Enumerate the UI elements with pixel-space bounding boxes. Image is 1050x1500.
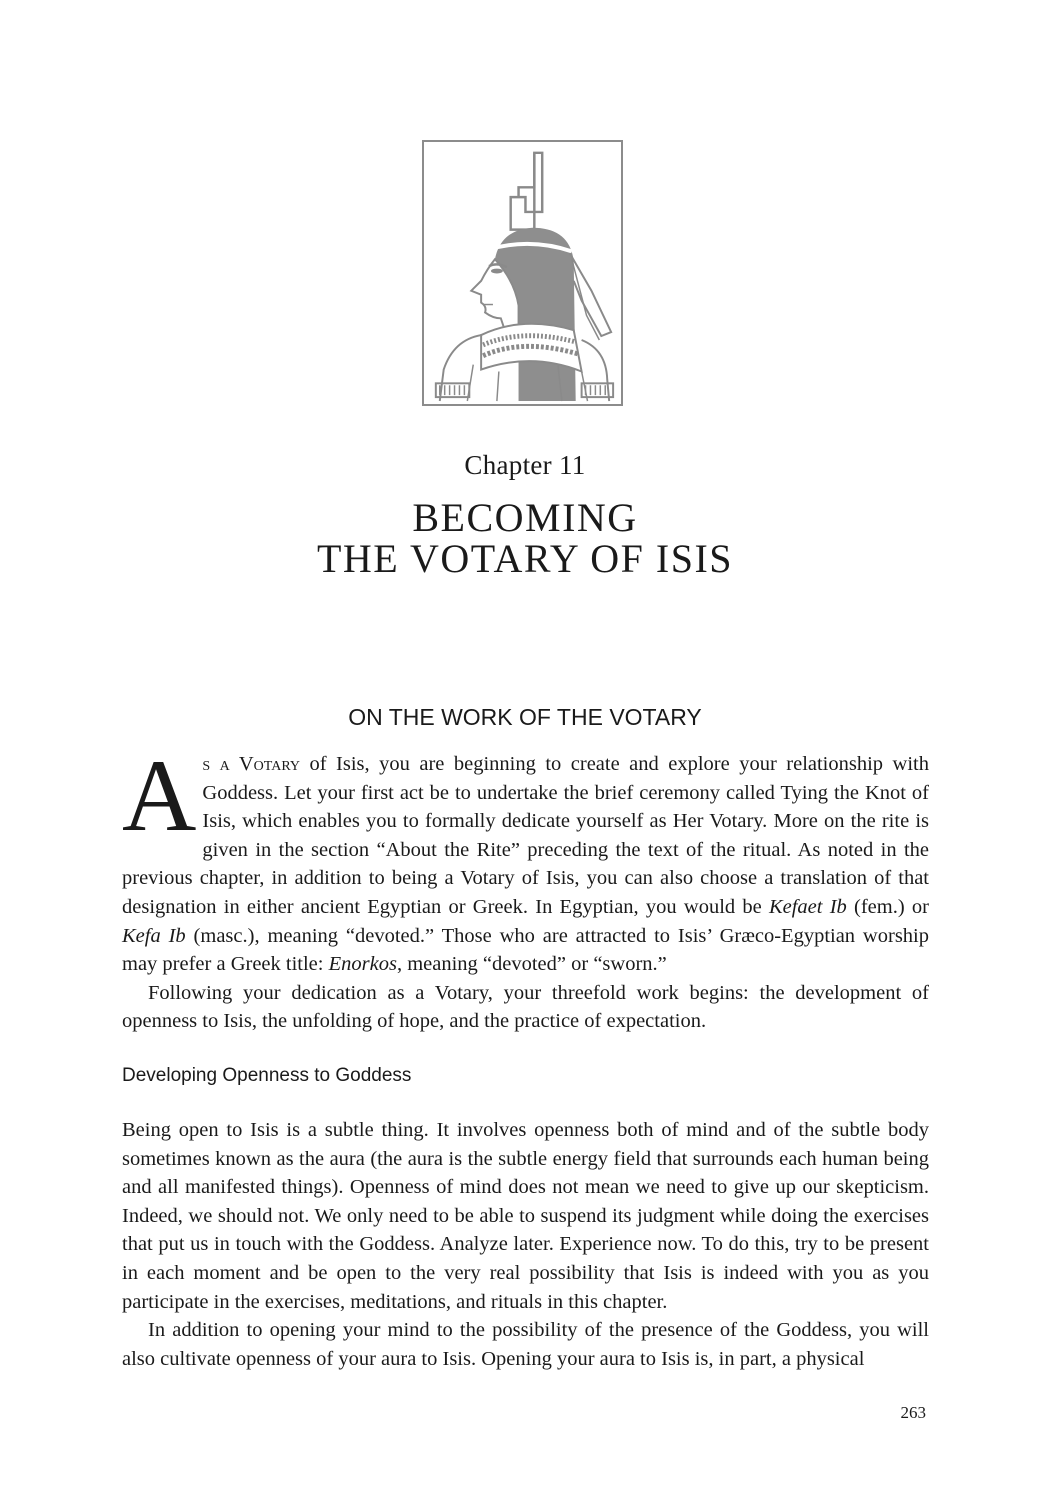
isis-illustration-frame <box>422 140 623 406</box>
isis-figure-image <box>424 142 621 404</box>
chapter-label: Chapter 11 <box>464 450 586 480</box>
term-italic: Kefaet Ib <box>768 895 847 918</box>
lead-smallcaps: s a Votary <box>202 753 301 775</box>
intro-text <box>122 739 929 1036</box>
openness-paragraph-2: In addition to opening your mind to the possibility of the presence of the Goddess, you will also cultivate openness of your aura to Isis. Opening your aura to Isis is, in part, a physical <box>122 1319 929 1370</box>
intro-paragraph-1 <box>122 739 929 979</box>
page-number: 263 <box>900 1403 926 1422</box>
chapter-title-line-2: THE VOTARY OF ISIS <box>316 536 734 581</box>
intro-text-run: (fem.) or <box>846 895 929 918</box>
chapter-title <box>0 497 1050 579</box>
intro-text-run: of Isis, you are beginning to create and explore your relationship with Goddess. Let your first act be to undertake the brief ceremony called Tying the Knot of Isis, which enables you to formally dedicate yourself as Her Votary. More on the rite is given in the section “About the Rite” preceding the text of the ritual. As noted in the previous chapter, in addition to being a Votary of Isis, you can also choose a translation of that designation in either ancient Egyptian or Greek. In Egyptian, you would be <box>122 753 929 918</box>
openness-text <box>122 1116 929 1373</box>
term-italic: Enorkos <box>328 953 397 976</box>
chapter-title-line-1: BECOMING <box>412 495 638 540</box>
intro-text-run: (masc.), meaning “devoted.” Those who are attracted to Isis’ Græco-Egyptian worship may prefer a Greek title: <box>122 924 929 976</box>
openness-paragraph-1: Being open to Isis is a subtle thing. It involves openness both of mind and of the subtle body sometimes known as the aura (the aura is the subtle energy field that surrounds each human being and all manifested things). Openness of mind does not mean we need to give up our skepticism. Indeed, we should not. We only need to be able to suspend its judgment while doing the exercises that put us in touch with the Goddess. Analyze later. Experience now. To do this, try to be present in each moment and be open to the very real possibility that Isis is indeed with you as you participate in the exercises, meditations, and rituals in this chapter. <box>122 1119 929 1313</box>
subsection-heading: Developing Openness to Goddess <box>122 1065 412 1086</box>
intro-paragraph-2: Following your dedication as a Votary, your threefold work begins: the development of openness to Isis, the unfolding of hope, and the practice of expectation. <box>122 981 929 1033</box>
intro-text-run: , meaning “devoted” or “sworn.” <box>396 953 667 976</box>
section-heading: ON THE WORK OF THE VOTARY <box>348 704 702 730</box>
term-italic: Kefa Ib <box>122 924 186 947</box>
drop-cap: A <box>122 739 197 853</box>
